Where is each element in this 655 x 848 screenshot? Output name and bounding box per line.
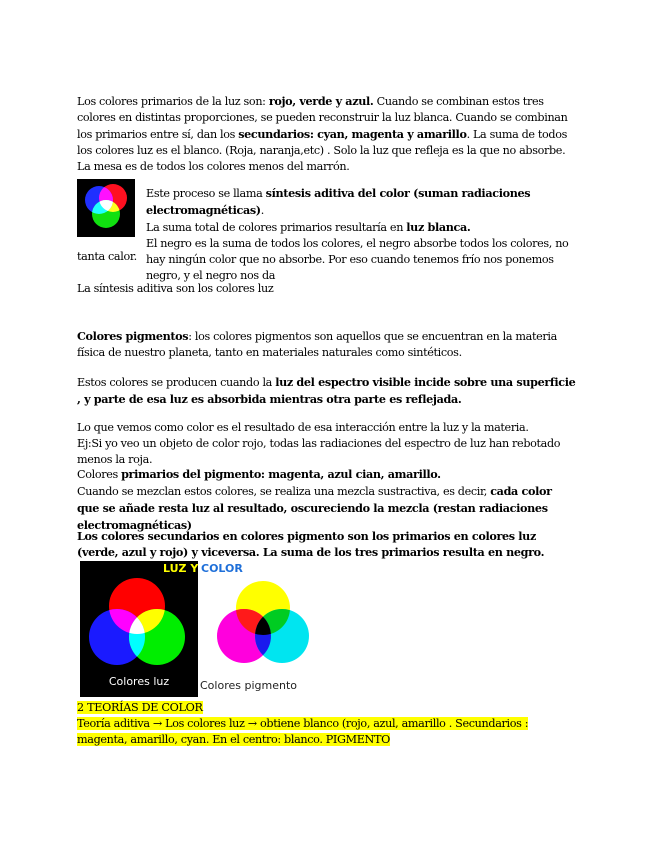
bold-text: secundarios: cyan, magenta y amarillo bbox=[238, 127, 467, 141]
paragraph-pigment-colors bbox=[77, 328, 577, 361]
bold-text: cada color que se añade resta luz al resultado, oscureciendo la mezcla (restan radiaciones electromagnéticas) bbox=[77, 484, 552, 532]
text: Los colores primarios de la luz son: bbox=[77, 95, 269, 108]
text: La síntesis aditiva son los colores luz bbox=[77, 282, 274, 295]
caption-colores-luz: Colores luz bbox=[108, 675, 170, 688]
bold-text: luz del espectro visible incide sobre una superficie , y parte de esa luz es absorbida mientras otra parte es reflejada. bbox=[77, 375, 576, 406]
figure-title-b: COLOR bbox=[201, 562, 243, 575]
text: : los colores pigmentos son aquellos que se encuentran en la materia física de nuestro planeta, tanto en materiales naturales como sintéticos. bbox=[77, 330, 557, 359]
paragraph-perception bbox=[77, 420, 577, 468]
caption-colores-pigmento: Colores pigmento bbox=[200, 679, 297, 692]
text: Ej:Si yo veo un objeto de color rojo, todas las radiaciones del espectro de luz han rebotado menos la roja. bbox=[77, 437, 561, 466]
paragraph-secondary-pigments bbox=[77, 528, 577, 560]
text: . bbox=[260, 204, 264, 217]
paragraph-pigment-primaries bbox=[77, 466, 577, 534]
bold-text: Colores pigmentos bbox=[77, 329, 189, 343]
text: tanta calor. bbox=[77, 250, 137, 263]
text: Estos colores se producen cuando la bbox=[77, 376, 276, 389]
section-text-highlight: Teoría aditiva → Los colores luz → obtiene blanco (rojo, azul, amarillo . Secundarios : magenta, amarillo, cyan. En el centro: blanco. PIGMENTO bbox=[77, 717, 529, 746]
paragraph-additive-summary bbox=[77, 281, 577, 297]
text: La suma total de colores primarios resultaría en bbox=[146, 221, 407, 234]
bold-text: primarios del pigmento: magenta, azul cian, amarillo. bbox=[121, 467, 441, 481]
section-heading bbox=[77, 700, 203, 715]
colores-luz-panel bbox=[80, 561, 198, 697]
section-text bbox=[77, 716, 557, 748]
colores-pigmento-panel bbox=[200, 573, 320, 697]
text: Los colores secundarios en colores pigmento son los primarios en colores luz (verde, azul y rojo) y viceversa. La suma de los tres primarios resulta en negro. bbox=[77, 529, 545, 559]
bold-text: síntesis aditiva del color (suman radiaciones electromagnéticas) bbox=[146, 186, 531, 217]
paragraph-continuation bbox=[77, 249, 577, 265]
section-heading-text: 2 TEORÍAS DE COLOR bbox=[77, 701, 203, 714]
text: Lo que vemos como color es el resultado de esa interacción entre la luz y la materia. bbox=[77, 421, 529, 434]
bold-text: rojo, verde y azul. bbox=[268, 94, 374, 108]
additive-color-image bbox=[77, 179, 135, 237]
text: Colores bbox=[77, 468, 122, 481]
text: El negro es la suma de todos los colores, el negro absorbe todos los colores, no hay ningún color que no absorbe. Por eso cuando tenemos frío nos ponemos negro, y el negro nos da bbox=[146, 237, 569, 282]
figure-title-a: LUZ Y bbox=[163, 562, 199, 575]
paragraph-light-reflection bbox=[77, 374, 577, 408]
text: Cuando se mezclan estos colores, se realiza una mezcla sustractiva, es decir, bbox=[77, 485, 491, 498]
paragraph-additive-synthesis bbox=[146, 185, 586, 284]
text: Cuando se combinan estos tres colores en distintas proporciones, se pueden reconstruir la luz blanca. Cuando se combinan los primarios entre sí, dan los bbox=[77, 95, 568, 141]
text: . La suma de todos los colores luz es el blanco. (Roja, naranja,etc) . Solo la luz que refleja es la que no absorbe. La mesa es de todos los colores menos del marrón. bbox=[77, 128, 568, 173]
bold-text: luz blanca. bbox=[406, 220, 471, 234]
text: Este proceso se llama bbox=[146, 187, 266, 200]
light-pigment-figure bbox=[80, 561, 320, 697]
paragraph-light-primaries bbox=[77, 93, 577, 175]
